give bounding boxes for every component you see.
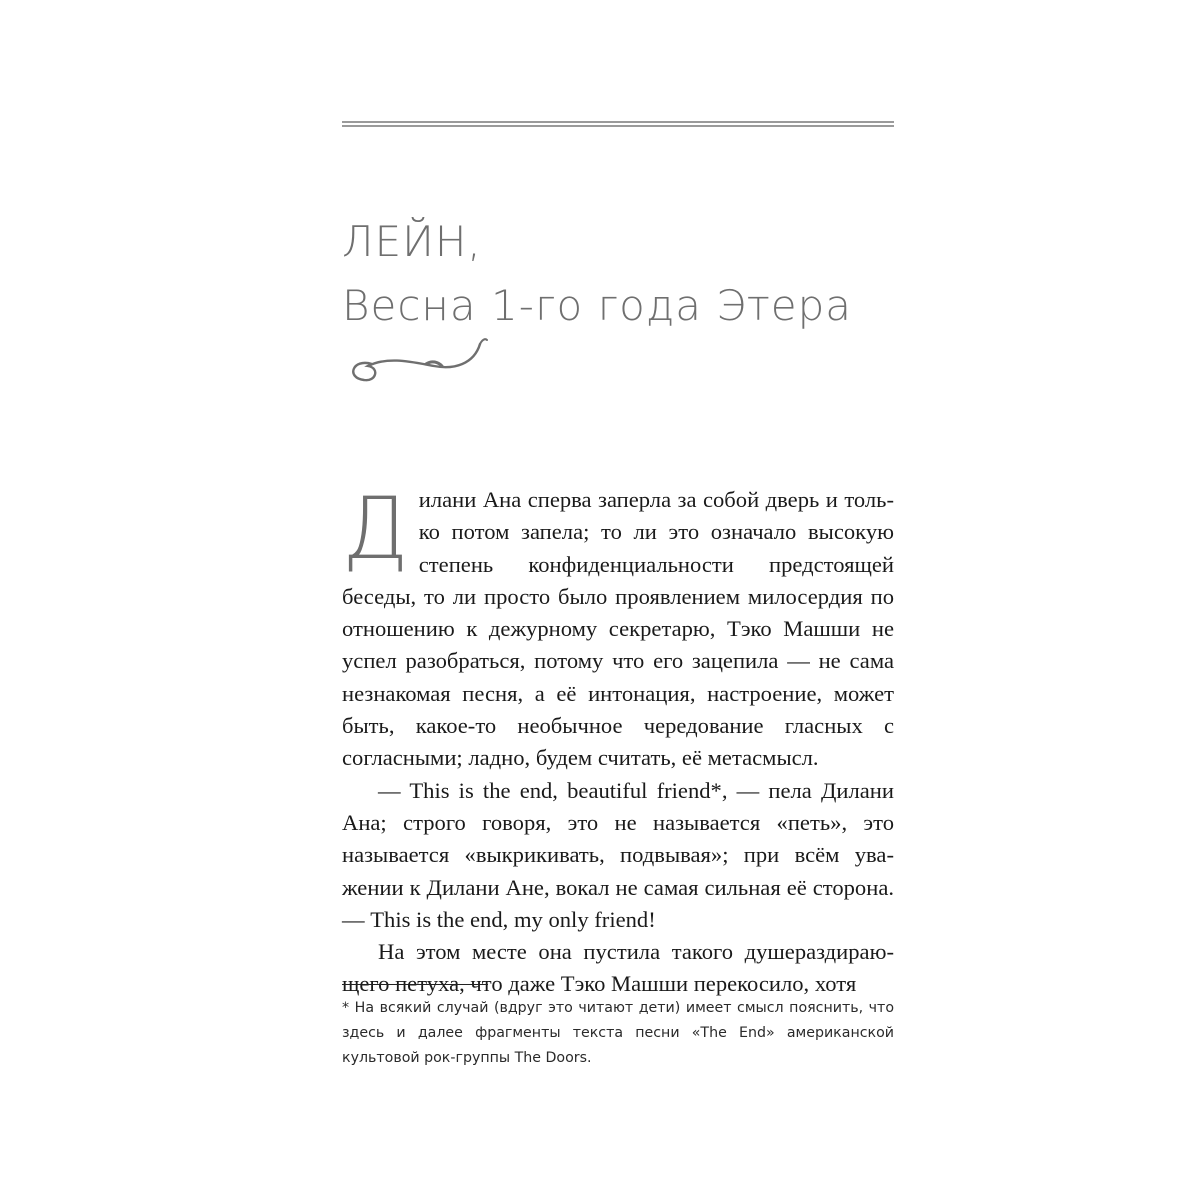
paragraph-2: — This is the end, beautiful friend*, — пела Дилани Ана; строго говоря, это не называется «петь», это называется «выкрикивать, подвывая»; при всём уважении к Дилани Ане, вокал не самая сильная её сторона. — This is the end, my only friend!: [342, 777, 894, 932]
paragraph-3: На этом месте она пустила такого душераздирающего петуха, что даже Тэко Машши перекосило, хотя: [342, 939, 894, 997]
paragraph-1: [342, 479, 894, 775]
header-double-rule: [342, 121, 894, 127]
chapter-title-line-1: ЛЕЙН,: [342, 217, 482, 266]
footnote: * На всякий случай (вдруг это читают дети) имеет смысл пояснить, что здесь и далее фрагменты текста песни «The End» американской культовой рок-группы The Doors.: [342, 1000, 894, 1066]
swirl-ornament-icon: [342, 330, 492, 390]
chapter-title-line-2: Весна 1-го года Этера: [342, 281, 853, 330]
chapter-title: [342, 210, 902, 338]
footnote-separator: [342, 984, 488, 985]
paragraph-1-text: илани Ана сперва заперла за собой дверь и только потом запела; то ли это означало высокую степень конфиденциальности предстоящей беседы, то ли просто было проявлением милосердия по отношению к дежурному секретарю, Тэко Машши не успел разобраться, потому что его зацепила — не сама незнакомая песня, а её интонация, настроение, может быть, какое-то необычное чередование гласных с согласными; ладно, будем считать, её метасмысл.: [342, 487, 894, 771]
chapter-body-text: [342, 479, 894, 1001]
drop-cap: Д: [342, 479, 409, 579]
